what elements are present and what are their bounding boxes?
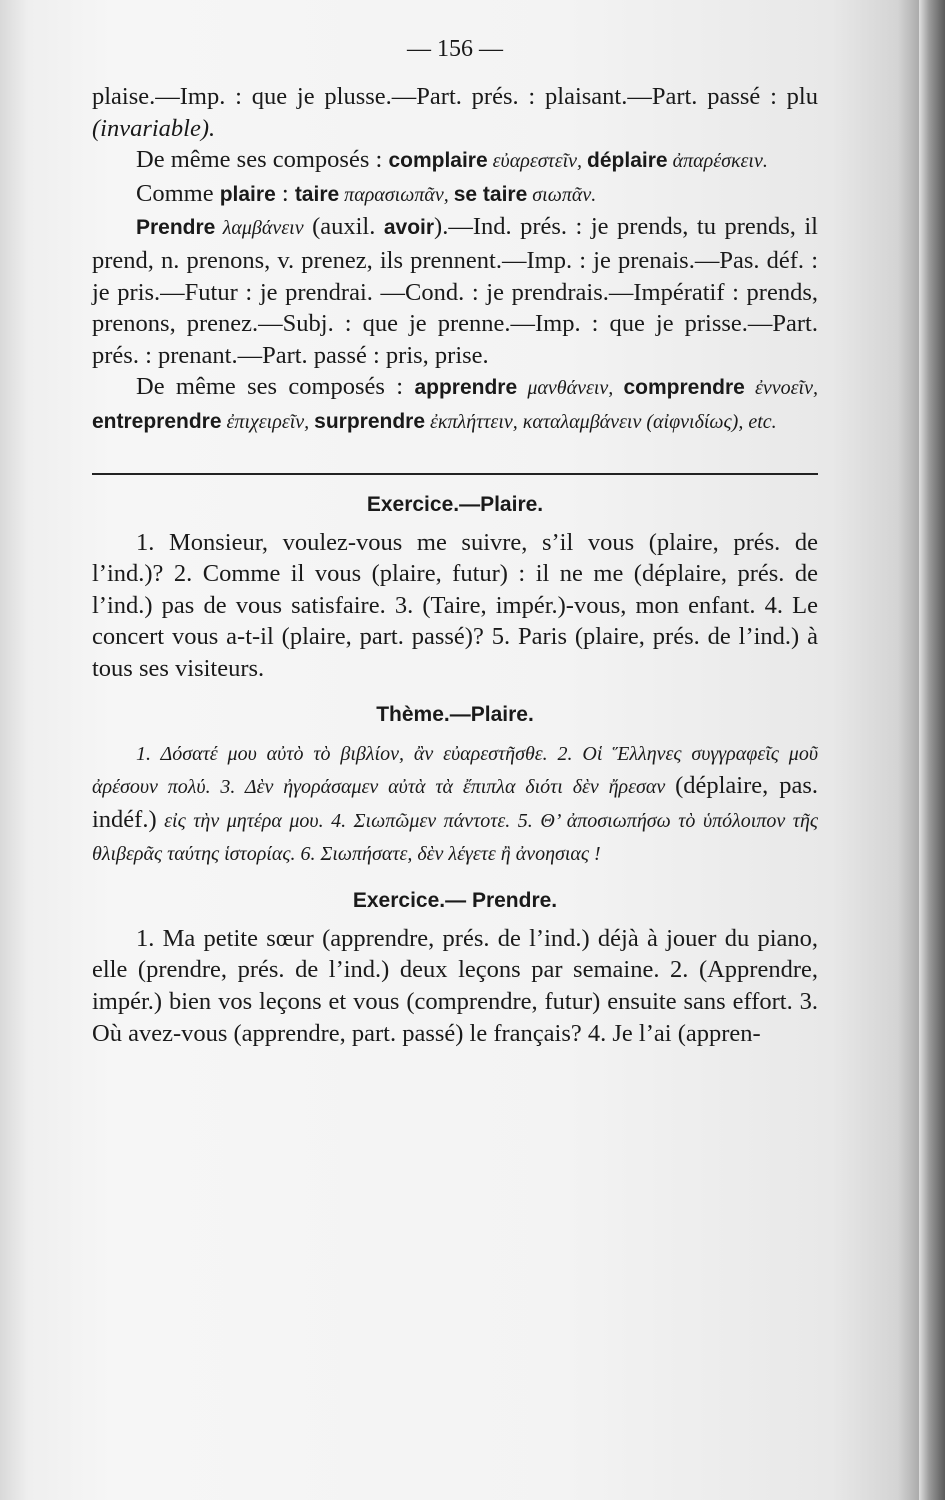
exercise-prendre-text: 1. Ma petite sœur (apprendre, prés. de l’ind.) déjà à jouer du piano, elle (prendre, prés. de l’ind.) deux leçons par semaine. 2. (Apprendre, impér.) bien vos leçons et vous (comprendre, futur) ensuite sans effort. 3. Où avez-vous (apprendre, part. passé) le français? 4. Je l’ai (appren-: [92, 924, 818, 1047]
theme-plaire-text: 1. Δόσατέ μου αὐτὸ τὸ βιβλίον, ἂν εὐαρεστῆσθε. 2. Οἱ Ἕλληνες συγγραφεῖς μοῦ ἀρέσουν πολύ. 3. Δὲν ἠγοράσαμεν αὐτὰ τὰ ἔπιπλα διότι δὲν ἤρεσαν (déplaire, pas. indéf.) εἰς τὴν μητέρα μου. 4. Σιωπῶμεν πάντοτε. 5. Θ’ ἀποσιωπήσω τὸ ὑπόλοιπον τῆς θλιβερᾶς ταύτης ἱστορίας. 6. Σιωπήσατε, δὲν λέγετε ἢ ἀνοησιας !: [92, 742, 819, 866]
page-content: [92, 36, 818, 1049]
paragraph-prendre-composes: De même ses composés : apprendre μανθάνειν, comprendre ἐννοεῖν, entreprendre ἐπιχειρεῖν, surprendre ἐκπλήττειν, καταλαμβάνειν (αἰφνιδίως), etc.: [92, 373, 818, 433]
heading-exercice-prendre: Exercice.— Prendre.: [352, 888, 558, 912]
exercise-plaire-text: 1. Monsieur, voulez-vous me suivre, s’il vous (plaire, prés. de l’ind.)? 2. Comme il vous (plaire, futur) : il ne me (déplaire, prés. de l’ind.) pas de vous satisfaire. 3. (Taire, impér.)-vous, mon enfant. 4. Le concert vous a-t-il (plaire, part. passé)? 5. Paris (plaire, prés. de l’ind.) à tous ses visiteurs.: [92, 528, 818, 682]
paragraph-plaire-conjugation-end: plaise.—Imp. : que je plusse.—Part. prés. : plaisant.—Part. passé : plu (invariable).: [92, 83, 818, 142]
page-number: — 156 —: [407, 36, 503, 62]
heading-theme-plaire: Thème.—Plaire.: [376, 702, 534, 726]
paragraph-prendre-conjugation: Prendre λαμβάνειν (auxil. avoir).—Ind. prés. : je prends, tu prends, il prend, n. prenons, v. prenez, ils prennent.—Imp. : je prenais.—Pas. déf. : je pris.—Futur : je prendrai. —Cond. : je prendrais.—Impératif : prends, prenons, prenez.—Subj. : que je prenne.—Imp. : que je prisse.—Part. prés. : prenant.—Part. passé : pris, prise.: [92, 213, 818, 369]
paragraph-plaire-composes: De même ses composés : complaire εὐαρεστεῖν, déplaire ἀπαρέσκειν.: [136, 146, 768, 174]
section-divider: [92, 473, 818, 475]
heading-exercice-plaire: Exercice.—Plaire.: [366, 492, 544, 516]
paragraph-taire: Comme plaire : taire παρασιωπᾶν, se taire σιωπᾶν.: [136, 179, 597, 207]
page-edge-shadow: [919, 0, 945, 1500]
